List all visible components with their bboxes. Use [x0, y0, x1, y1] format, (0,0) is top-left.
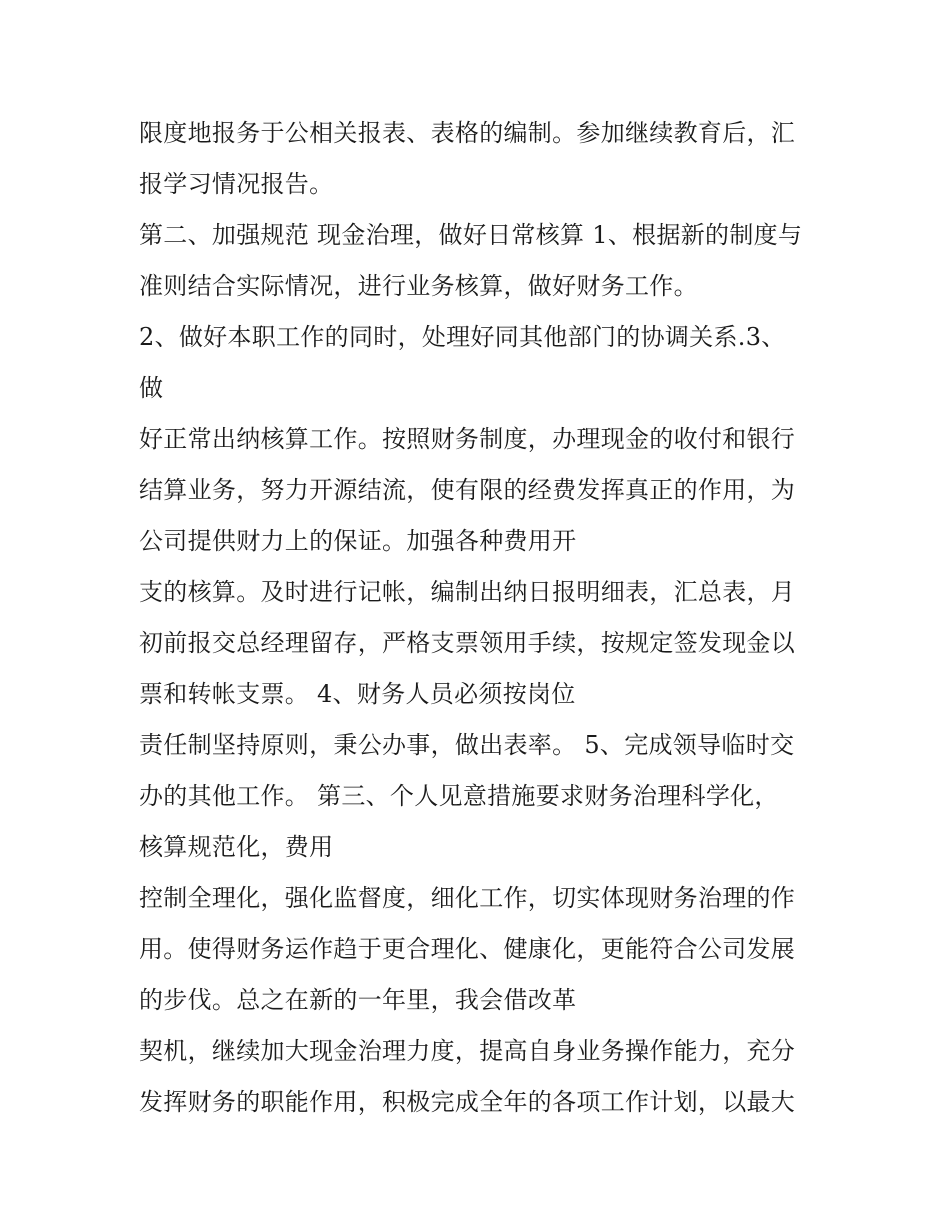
- text-line-8: 结算业务，努力开源结流，使有限的经费发挥真正的作用，为: [139, 476, 796, 504]
- text-line-9: 公司提供财力上的保证。加强各种费用开: [139, 527, 577, 555]
- text-line-7: 好正常出纳核算工作。按照财务制度，办理现金的收付和银行: [139, 425, 796, 453]
- document-body: [139, 108, 829, 1128]
- text-line-16: 控制全理化，强化监督度，细化工作，切实体现财务治理的作: [139, 884, 796, 912]
- text-line-14: 办的其他工作。 第三、个人见意措施要求财务治理科学化，: [139, 782, 779, 810]
- text-line-18: 的步伐。总之在新的一年里，我会借改革: [139, 986, 577, 1014]
- text-line-12: 票和转帐支票。 4、财务人员必须按岗位: [139, 680, 576, 708]
- text-line-13: 责任制坚持原则，秉公办事，做出表率。 5、完成领导临时交: [139, 731, 795, 759]
- text-line-4: 准则结合实际情况，进行业务核算，做好财务工作。: [139, 272, 698, 300]
- text-line-17: 用。使得财务运作趋于更合理化、健康化，更能符合公司发展: [139, 935, 796, 963]
- text-line-20: 发挥财务的职能作用，积极完成全年的各项工作计划，以最大: [139, 1088, 796, 1116]
- text-line-11: 初前报交总经理留存，严格支票领用手续，按规定签发现金以: [139, 629, 796, 657]
- text-line-10: 支的核算。及时进行记帐，编制出纳日报明细表，汇总表，月: [139, 578, 796, 606]
- text-line-15: 核算规范化，费用: [139, 833, 334, 861]
- text-line-19: 契机，继续加大现金治理力度，提高自身业务操作能力，充分: [139, 1037, 796, 1065]
- text-line-3: 第二、加强规范 现金治理，做好日常核算 1、根据新的制度与: [139, 221, 803, 249]
- text-line-1: 限度地报务于公相关报表、表格的编制。参加继续教育后，汇: [139, 119, 796, 147]
- text-line-2: 报学习情况报告。: [139, 170, 334, 198]
- text-line-6: 做: [139, 374, 164, 402]
- text-line-5: 2、做好本职工作的同时，处理好同其他部门的协调关系.3、: [139, 323, 786, 351]
